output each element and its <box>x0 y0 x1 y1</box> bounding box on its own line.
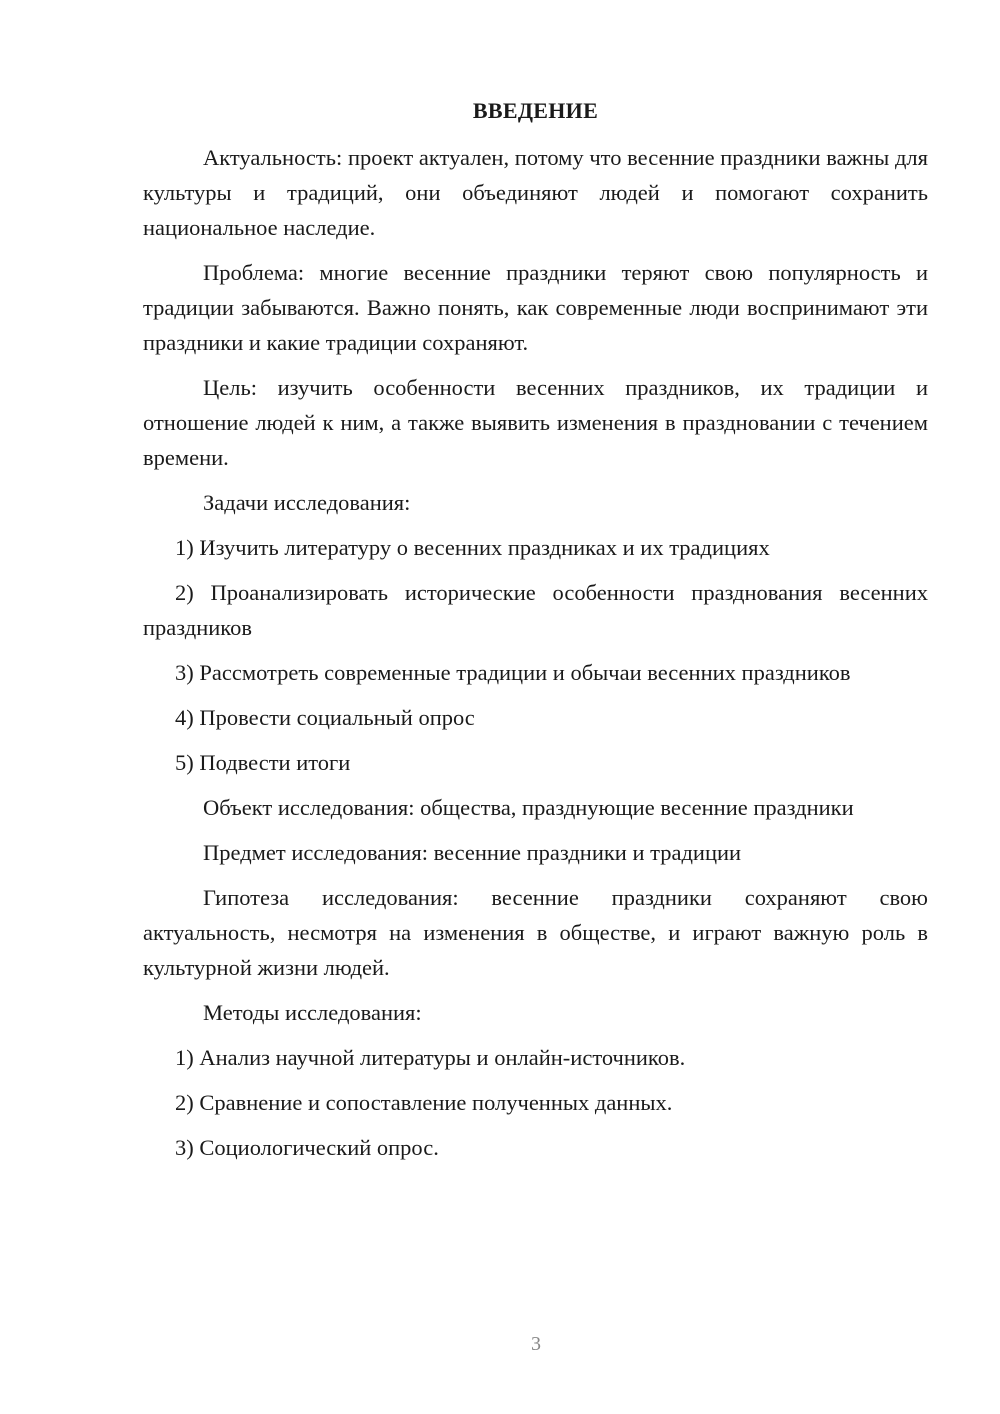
methods-title: Методы исследования: <box>203 1000 422 1025</box>
goal-paragraph: Цель: изучить особенности весенних праздников, их традиции и отношение людей к ним, а также выявить изменения в праздновании с течением времени. <box>143 375 928 470</box>
task-item: 3) Рассмотреть современные традиции и обычаи весенних праздников <box>175 660 851 685</box>
method-item: 3) Социологический опрос. <box>175 1135 439 1160</box>
task-item: 1) Изучить литературу о весенних праздниках и их традициях <box>175 535 770 560</box>
relevance-paragraph: Актуальность: проект актуален, потому что весенние праздники важны для культуры и традиций, они объединяют людей и помогают сохранить национальное наследие. <box>143 145 928 240</box>
page-content <box>143 96 928 1175</box>
task-item: 5) Подвести итоги <box>175 750 351 775</box>
task-item: 2) Проанализировать исторические особенности празднования весенних праздников <box>143 580 928 640</box>
section-heading: ВВЕДЕНИЕ <box>472 98 599 123</box>
hypothesis-paragraph: Гипотеза исследования: весенние праздники сохраняют свою актуальность, несмотря на изменения в обществе, и играют важную роль в культурной жизни людей. <box>143 885 928 980</box>
tasks-title: Задачи исследования: <box>203 490 411 515</box>
method-item: 2) Сравнение и сопоставление полученных данных. <box>175 1090 673 1115</box>
problem-paragraph: Проблема: многие весенние праздники теряют свою популярность и традиции забываются. Важно понять, как современные люди воспринимают эти праздники и какие традиции сохраняют. <box>143 260 928 355</box>
object-paragraph: Объект исследования: общества, празднующие весенние праздники <box>203 795 854 820</box>
subject-paragraph: Предмет исследования: весенние праздники и традиции <box>203 840 742 865</box>
method-item: 1) Анализ научной литературы и онлайн-источников. <box>175 1045 686 1070</box>
page-number: 3 <box>531 1333 541 1355</box>
task-item: 4) Провести социальный опрос <box>175 705 475 730</box>
